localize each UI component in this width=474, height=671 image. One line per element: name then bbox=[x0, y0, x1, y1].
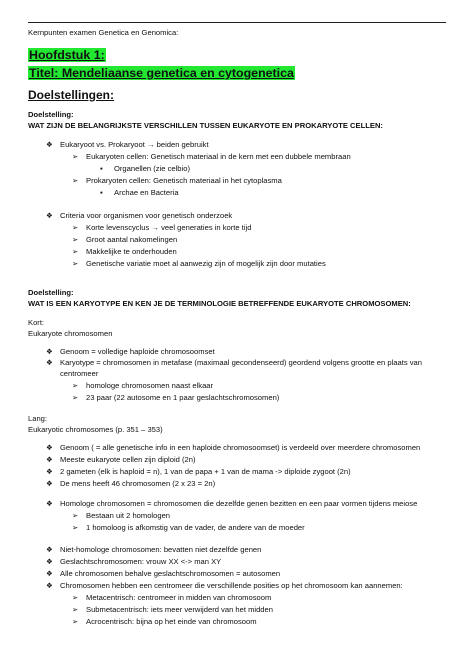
list-item: ❖ Geslachtschromosomen: vrouw XX <-> man XY bbox=[46, 557, 222, 566]
long-label: Lang: bbox=[28, 414, 48, 423]
list-item: ❖ Meeste eukaryote cellen zijn diploid (2n) bbox=[46, 455, 196, 464]
long-subheading: Eukaryotic chromosomes (p. 351 – 353) bbox=[28, 425, 163, 434]
list-item: ❖ Genoom ( = alle genetische info in een haploide chromosoomset) is verdeeld over meerdere chromosomen bbox=[46, 443, 421, 452]
list-item: ➢ Bestaan uit 2 homologen bbox=[72, 511, 171, 520]
diamond-bullet-icon: ❖ bbox=[46, 499, 53, 508]
diamond-bullet-icon: ❖ bbox=[46, 557, 53, 566]
arrow-bullet-icon: ➢ bbox=[72, 605, 79, 614]
list-item: ➢ Submetacentrisch: iets meer verwijderd van het midden bbox=[72, 605, 273, 614]
arrow-bullet-icon: ➢ bbox=[72, 393, 79, 402]
diamond-bullet-icon: ❖ bbox=[46, 569, 53, 578]
list-item: ❖ 2 gameten (elk is haploid = n), 1 van de papa + 1 van de mama -> diploide zygoot (2n) bbox=[46, 467, 351, 476]
diamond-bullet-icon: ❖ bbox=[46, 467, 53, 476]
list-item: ➢ homologe chromosomen naast elkaar bbox=[72, 381, 214, 390]
list-item: ❖ Eukaryoot vs. Prokaryoot → beiden gebruikt bbox=[46, 140, 209, 149]
objective1-label: Doelstelling: bbox=[28, 110, 74, 119]
square-bullet-icon: ▪ bbox=[100, 164, 103, 173]
chapter-number: Hoofdstuk 1: bbox=[29, 48, 105, 62]
diamond-bullet-icon: ❖ bbox=[46, 479, 53, 488]
objective2-label: Doelstelling: bbox=[28, 288, 74, 297]
list-item: ➢ Eukaryoten cellen: Genetisch materiaal in de kern met een dubbele membraan bbox=[72, 152, 351, 161]
list-item: ➢ 1 homoloog is afkomstig van de vader, de andere van de moeder bbox=[72, 523, 305, 532]
list-item: ❖ Genoom = volledige haploide chromosoomset bbox=[46, 347, 215, 356]
list-item: ▪ Archae en Bacteria bbox=[100, 188, 179, 197]
arrow-bullet-icon: ➢ bbox=[72, 523, 79, 532]
arrow-bullet-icon: ➢ bbox=[72, 176, 79, 185]
square-bullet-icon: ▪ bbox=[100, 188, 103, 197]
diamond-bullet-icon: ❖ bbox=[46, 455, 53, 464]
running-title: Kernpunten examen Genetica en Genomica: bbox=[28, 28, 179, 37]
arrow-bullet-icon: ➢ bbox=[72, 617, 79, 626]
list-item: ❖ Karyotype = chromosomen in metafase (maximaal gecondenseerd) geordend volgens grootte en plaats van bbox=[46, 358, 422, 367]
list-item: ❖ Criteria voor organismen voor genetisch onderzoek bbox=[46, 211, 233, 220]
objective1-question: WAT ZIJN DE BELANGRIJKSTE VERSCHILLEN TUSSEN EUKARYOTE EN PROKARYOTE CELLEN: bbox=[28, 121, 383, 130]
objectives-heading: Doelstellingen: bbox=[28, 88, 115, 102]
short-subheading: Eukaryote chromosomen bbox=[28, 329, 113, 338]
chapter-title: Titel: Mendeliaanse genetica en cytogenetica bbox=[29, 66, 294, 80]
diamond-bullet-icon: ❖ bbox=[46, 140, 53, 149]
diamond-bullet-icon: ❖ bbox=[46, 545, 53, 554]
arrow-bullet-icon: ➢ bbox=[72, 593, 79, 602]
list-item: ❖ De mens heeft 46 chromosomen (2 x 23 = 2n) bbox=[46, 479, 216, 488]
diamond-bullet-icon: ❖ bbox=[46, 211, 53, 220]
arrow-bullet-icon: ➢ bbox=[72, 152, 79, 161]
list-item: ➢ Korte levenscyclus → veel generaties in korte tijd bbox=[72, 223, 252, 232]
diamond-bullet-icon: ❖ bbox=[46, 443, 53, 452]
list-item: ➢ Acrocentrisch: bijna op het einde van chromosoom bbox=[72, 617, 257, 626]
list-item: ➢ Makkelijke te onderhouden bbox=[72, 247, 177, 256]
header-rule bbox=[28, 22, 446, 23]
list-item: ❖ Niet-homologe chromosomen: bevatten niet dezelfde genen bbox=[46, 545, 262, 554]
list-item: ▪ Organellen (zie celbio) bbox=[100, 164, 190, 173]
chapter-title-block bbox=[28, 46, 295, 82]
arrow-bullet-icon: ➢ bbox=[72, 511, 79, 520]
diamond-bullet-icon: ❖ bbox=[46, 581, 53, 590]
diamond-bullet-icon: ❖ bbox=[46, 358, 53, 367]
arrow-bullet-icon: ➢ bbox=[72, 247, 79, 256]
arrow-bullet-icon: ➢ bbox=[72, 235, 79, 244]
objective2-question: WAT IS EEN KARYOTYPE EN KEN JE DE TERMINOLOGIE BETREFFENDE EUKARYOTE CHROMOSOMEN: bbox=[28, 299, 411, 308]
list-item: ❖ Chromosomen hebben een centromeer die verschillende posities op het chromosoom kan aannemen: bbox=[46, 581, 403, 590]
list-item: ➢ Metacentrisch: centromeer in midden van chromosoom bbox=[72, 593, 272, 602]
list-item: ➢ 23 paar (22 autosome en 1 paar geslachtschromosomen) bbox=[72, 393, 280, 402]
arrow-bullet-icon: ➢ bbox=[72, 259, 79, 268]
list-item-continuation: centromeer bbox=[60, 369, 99, 378]
list-item: ❖ Alle chromosomen behalve geslachtschromosomen = autosomen bbox=[46, 569, 281, 578]
list-item: ➢ Groot aantal nakomelingen bbox=[72, 235, 178, 244]
list-item: ❖ Homologe chromosomen = chromosomen die dezelfde genen bezitten en een paar vormen tijdens meiose bbox=[46, 499, 418, 508]
arrow-bullet-icon: ➢ bbox=[72, 223, 79, 232]
short-label: Kort: bbox=[28, 318, 45, 327]
list-item: ➢ Genetische variatie moet al aanwezig zijn of mogelijk zijn door mutaties bbox=[72, 259, 326, 268]
list-item: ➢ Prokaryoten cellen: Genetisch materiaal in het cytoplasma bbox=[72, 176, 282, 185]
arrow-bullet-icon: ➢ bbox=[72, 381, 79, 390]
diamond-bullet-icon: ❖ bbox=[46, 347, 53, 356]
